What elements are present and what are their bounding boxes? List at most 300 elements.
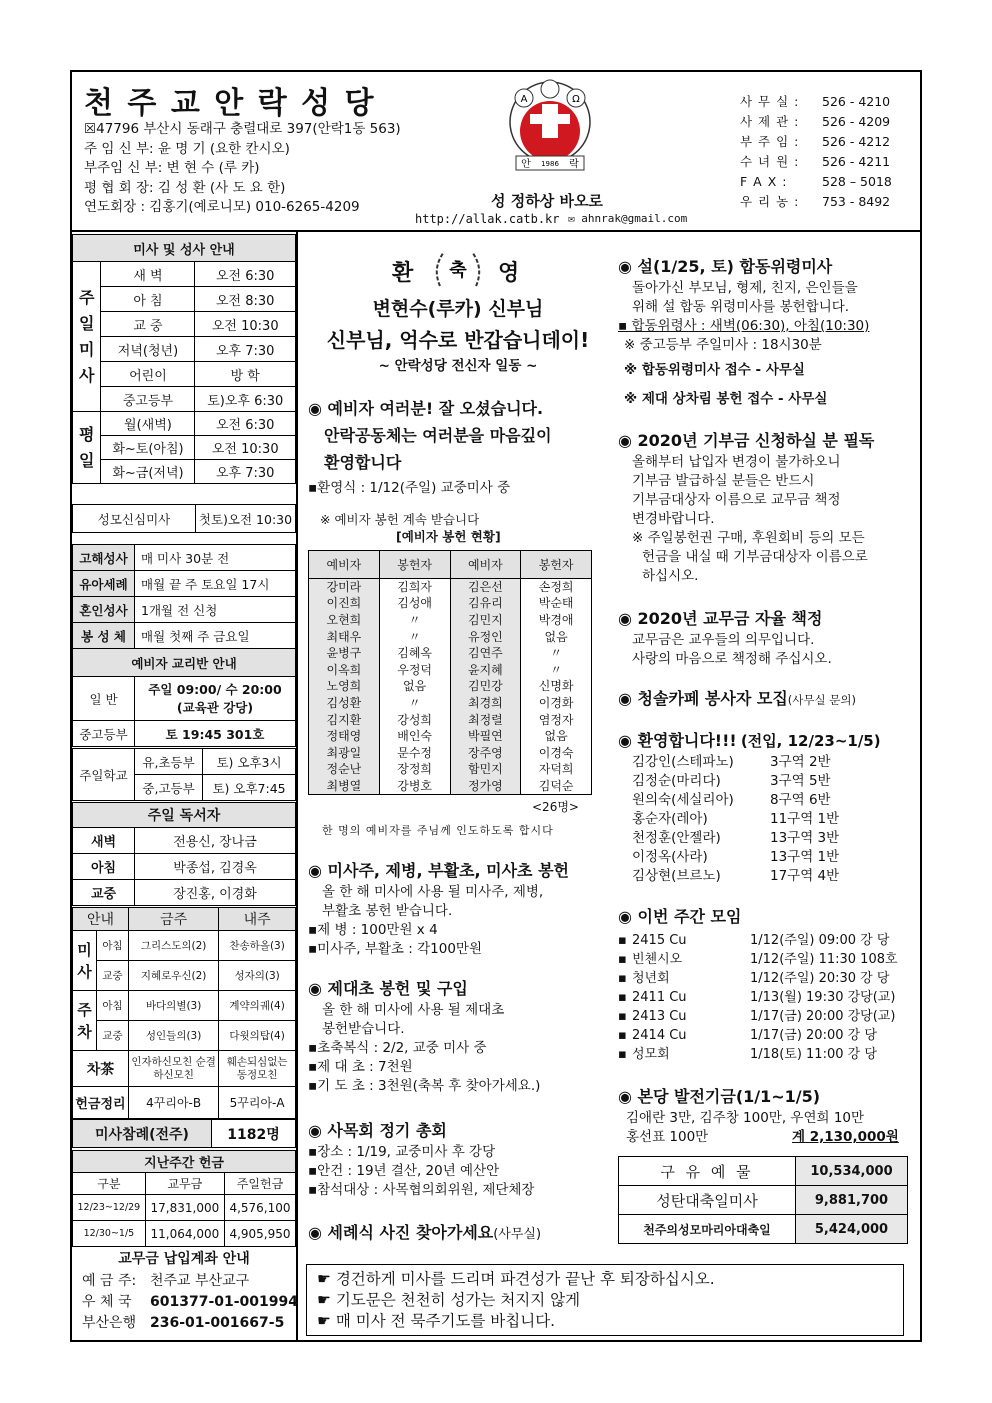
prospect-line: 환영합니다 <box>324 453 402 472</box>
readers-title: 주일 독서자 <box>73 803 296 828</box>
sponsor-title: [예비자 봉헌 현황] <box>396 529 501 544</box>
welcome-name: 변현수(루카) 신부님 <box>372 298 544 320</box>
mary-mass-value: 첫토)오전 10:30 <box>196 505 296 533</box>
offering-head: 주일헌금 <box>224 1173 295 1195</box>
catechumen-general-time <box>135 677 296 721</box>
prospect-name: 최광일 <box>309 744 380 761</box>
prospect-name: 노영희 <box>309 678 380 695</box>
sacrament-name: 고해성사 <box>73 545 135 571</box>
footer-notice <box>306 1264 904 1336</box>
church-logo <box>502 76 598 184</box>
mary-mass-table <box>72 504 296 533</box>
sacrament-info: 매월 끝 주 토요일 17시 <box>135 571 296 597</box>
bullet-icon: ▪ <box>618 1047 627 1062</box>
donation-line: 올해부터 납입자 변경이 불가하오니 <box>632 454 841 470</box>
sponsor-name: 이경숙 <box>521 744 592 761</box>
meeting-row <box>618 1026 918 1045</box>
contact-row <box>740 172 892 192</box>
mass-time: 토)오후 6:30 <box>195 387 296 412</box>
school-group: 중,고등부 <box>135 775 203 801</box>
email-address: ahnrak@gmail.com <box>581 212 688 225</box>
sponsor-name: 문수정 <box>379 744 450 761</box>
offering-sunday: 4,905,950 <box>224 1221 295 1247</box>
council-president: 평 협 회 장: 김 성 환 (사 도 요 한) <box>84 179 286 196</box>
sacrament-name: 혼인성사 <box>73 597 135 623</box>
prospect-name: 장주영 <box>450 744 521 761</box>
duty-table <box>72 907 296 1119</box>
meeting-group: 2411 Cu <box>632 990 687 1005</box>
prospect-name: 김지환 <box>309 711 380 728</box>
wine-title: ◉ 미사주, 제병, 부활초, 미사초 봉헌 <box>308 861 569 880</box>
sponsor-row <box>309 612 592 629</box>
bulletin-page <box>70 70 922 1342</box>
meeting-row <box>618 1007 918 1026</box>
bullet-icon: ▪ <box>618 990 627 1005</box>
meeting-time: 1/17(금) 20:00 강당(교) <box>750 1009 896 1024</box>
wine-line: 올 한 해 미사에 사용 될 미사주, 제병, <box>322 884 544 900</box>
sponsor-name: 없음 <box>521 628 592 645</box>
prospect-line: 안락공동체는 여러분을 마음깊이 <box>324 426 552 445</box>
cafe-title: ◉ 청솔카페 봉사자 모집 <box>618 689 788 708</box>
special-offering-table <box>618 1156 908 1244</box>
prospect-name: 최병열 <box>309 778 380 795</box>
newcomer-name: 천정훈(안젤라) <box>632 830 721 846</box>
sponsor-name: 김혜옥 <box>379 645 450 662</box>
newcomer-name: 김강인(스테파노) <box>632 754 734 770</box>
logo-omega: Ω <box>572 94 580 105</box>
sponsor-name: 우정덕 <box>379 661 450 678</box>
cafe-section <box>618 686 856 709</box>
school-time: 토) 오후3시 <box>203 749 296 775</box>
fund-total: 계 2,130,000원 <box>792 1129 899 1145</box>
prospect-name: 김성환 <box>309 695 380 712</box>
donation-line: ※ 주일봉헌권 구매, 후원회비 등의 모든 <box>632 530 865 546</box>
prospect-name: 김은선 <box>450 579 521 596</box>
sponsor-name: 없음 <box>521 728 592 745</box>
mail-icon: ✉ <box>568 212 582 225</box>
reader-mass: 교중 <box>73 880 135 906</box>
donation-line: 헌금을 내실 때 기부금대상자 이름으로 <box>642 549 868 565</box>
newcomer-row <box>618 810 918 829</box>
reader-names: 박종섭, 김경옥 <box>135 854 296 880</box>
council-title: ◉ 사목회 정기 총회 <box>308 1121 447 1140</box>
homepage-link[interactable]: http://allak.catb.kr <box>415 212 560 226</box>
donation-section <box>618 428 918 586</box>
special-amount: 10,534,000 <box>796 1157 908 1186</box>
baptism-section <box>308 1220 541 1243</box>
contact-number: 526 - 4212 <box>822 134 891 149</box>
account-number: 601377-01-001994 <box>150 1294 298 1310</box>
contact-list <box>740 92 892 212</box>
newcomer-row <box>618 848 918 867</box>
lunar-title: ◉ 설(1/25, 토) 합동위령미사 <box>618 257 833 276</box>
sacrament-info: 매 미사 30분 전 <box>135 545 296 571</box>
contact-number: 526 - 4209 <box>822 114 891 129</box>
general-place: (교육관 강당) <box>176 699 254 715</box>
account-row <box>82 1292 298 1313</box>
mass-time: 오전 8:30 <box>195 287 296 312</box>
welcome-circle-text: 축 <box>449 260 467 281</box>
offering-head: 교무금 <box>145 1173 224 1195</box>
meetings-title: ◉ 이번 주간 모임 <box>618 907 742 926</box>
sponsor-row <box>309 628 592 645</box>
newcomer-district: 11구역 1반 <box>770 811 840 827</box>
sponsor-name: 〃 <box>521 661 592 678</box>
meetings-section <box>618 904 918 1064</box>
newcomer-name: 원의숙(세실리아) <box>632 792 734 808</box>
donation-line: 기부금 발급하실 분들은 반드시 <box>632 473 815 489</box>
contact-number: 753 - 8492 <box>822 194 891 209</box>
contact-label: 수 녀 원 : <box>740 154 800 169</box>
sponsor-name: 〃 <box>379 695 450 712</box>
prospect-name: 최태우 <box>309 628 380 645</box>
sponsor-head: 예비자 <box>309 551 380 579</box>
catechumen-youth-time: 토 19:45 301호 <box>135 721 296 747</box>
readers-table <box>72 802 296 906</box>
mass-name: 새 벽 <box>101 262 195 287</box>
prospect-title: ◉ 예비자 여러분! 잘 오셨습니다. <box>308 399 544 418</box>
sponsor-row <box>309 744 592 761</box>
fund-line: 홍선표 100만 <box>626 1129 709 1145</box>
offering-sort-this: 4꾸리아-B <box>129 1087 219 1119</box>
sunday-school-table <box>72 748 296 801</box>
mass-schedule-table <box>72 234 296 484</box>
prospect-name: 최정렬 <box>450 711 521 728</box>
lunar-line: ※ 합동위령미사 접수 - 사무실 <box>624 362 805 378</box>
sunday-mass-label: 주일미사 <box>73 262 101 412</box>
account-title: 교무금 납입계좌 안내 <box>118 1251 250 1267</box>
account-row <box>82 1271 298 1292</box>
catechumen-youth-label: 중고등부 <box>73 721 135 747</box>
newcomers-title: ◉ 환영합니다!!! <box>618 731 737 750</box>
duty-this-week: 그리스도의(2) <box>129 931 219 961</box>
contact-row <box>740 152 892 172</box>
sponsor-name: 강병호 <box>379 778 450 795</box>
wine-section <box>308 858 606 959</box>
contact-number: 526 - 4210 <box>822 94 891 109</box>
newcomer-row <box>618 791 918 810</box>
duty-head: 안내 <box>73 908 129 931</box>
duty-mass: 교중 <box>97 961 129 991</box>
reader-names: 장진홍, 이경화 <box>135 880 296 906</box>
contact-label: 사 무 실 : <box>740 94 800 109</box>
mass-name: 교 중 <box>101 312 195 337</box>
newcomer-name: 이정옥(사라) <box>632 849 708 865</box>
meeting-time: 1/12(주일) 09:00 강 당 <box>750 933 890 948</box>
offering-period: 12/30~1/5 <box>73 1221 146 1247</box>
newcomer-name: 김상현(브르노) <box>632 868 721 884</box>
council-line: ▪장소 : 1/19, 교중미사 후 강당 <box>308 1144 496 1160</box>
fund-title: ◉ 본당 발전기금(1/1~1/5) <box>618 1087 821 1106</box>
offering-title: 지난주간 헌금 <box>73 1151 296 1173</box>
lunar-line: ▪ 합동위령사 : 새벽(06:30), 아침(10:30) <box>618 318 870 334</box>
header-info <box>84 120 401 218</box>
bullet-icon: ▪ <box>618 971 627 986</box>
contact-row <box>740 132 892 152</box>
sponsor-row <box>309 661 592 678</box>
candle-title: ◉ 제대초 봉헌 및 구입 <box>308 979 468 998</box>
meeting-time: 1/17(금) 20:00 강 당 <box>750 1028 877 1043</box>
meeting-row <box>618 950 918 969</box>
offering-sunday: 4,576,100 <box>224 1195 295 1221</box>
sacrament-name: 유아세례 <box>73 571 135 597</box>
offering-tithe: 17,831,000 <box>145 1195 224 1221</box>
meeting-time: 1/18(토) 11:00 강 당 <box>750 1047 877 1062</box>
prospect-name: 김민지 <box>450 612 521 629</box>
prospect-name: 함민지 <box>450 761 521 778</box>
sponsor-name: 자덕희 <box>521 761 592 778</box>
mass-time: 오전 6:30 <box>195 262 296 287</box>
bullet-icon: ▪ <box>618 933 627 948</box>
welcome-right: 영 <box>498 261 520 286</box>
duty-mass: 교중 <box>97 1021 129 1051</box>
mary-mass-label: 성모신심미사 <box>73 505 196 533</box>
fund-section <box>618 1084 918 1147</box>
prospect-name: 정태영 <box>309 728 380 745</box>
offering-tithe: 11,064,000 <box>145 1221 224 1247</box>
prospect-name: 윤병구 <box>309 645 380 662</box>
mass-name: 화~금(저녁) <box>101 460 195 484</box>
duty-group-label: 주차 <box>73 991 97 1051</box>
prayer-president: 연도회장 : 김홍기(예로니모) 010-6265-4209 <box>84 199 360 215</box>
meeting-time: 1/12(주일) 20:30 강 당 <box>750 971 890 986</box>
attendance-table <box>72 1119 296 1148</box>
sponsor-name: 김덕순 <box>521 778 592 795</box>
contact-row <box>740 112 892 132</box>
special-amount: 5,424,000 <box>796 1215 908 1244</box>
tea-label: 차茶 <box>73 1051 129 1087</box>
duty-next-week: 성자의(3) <box>219 961 296 991</box>
offering-period: 12/23~12/29 <box>73 1195 146 1221</box>
meeting-group: 빈첸시오 <box>632 952 683 967</box>
sponsor-row <box>309 595 592 612</box>
welcome-from: ~ 안락성당 전신자 일동 ~ <box>378 358 538 374</box>
logo-alpha: A <box>520 94 528 105</box>
lunar-line: ※ 제대 상차림 봉헌 접수 - 사무실 <box>624 391 828 407</box>
duty-next-week: 찬송하올(3) <box>219 931 296 961</box>
footer-line: ☛ 기도문은 천천히 성가는 처지지 않게 <box>317 1291 581 1309</box>
tithe-title: ◉ 2020년 교무금 자율 책정 <box>618 609 823 628</box>
newcomer-row <box>618 772 918 791</box>
newcomer-name: 홍순자(레아) <box>632 811 708 827</box>
account-number: 천주교 부산교구 <box>150 1273 250 1289</box>
welcome-banner <box>308 242 608 380</box>
reader-mass: 아침 <box>73 854 135 880</box>
duty-head: 금주 <box>129 908 219 931</box>
mass-name: 중고등부 <box>101 387 195 412</box>
duty-mass: 아침 <box>97 991 129 1021</box>
meeting-row <box>618 988 918 1007</box>
contact-number: 526 - 4211 <box>822 154 891 169</box>
lunar-line: ※ 중고등부 주일미사 : 18시30분 <box>624 337 822 353</box>
prospect-event: ▪환영식 : 1/12(주일) 교중미사 중 <box>308 480 511 496</box>
sponsor-name: 이경화 <box>521 695 592 712</box>
offering-sort-next: 5꾸리아-A <box>219 1087 296 1119</box>
tithe-line: 교무금은 교우들의 의무입니다. <box>632 632 815 648</box>
sacrament-name: 봉 성 체 <box>73 623 135 649</box>
sponsor-row <box>309 678 592 695</box>
special-amount: 9,881,700 <box>796 1186 908 1215</box>
mass-time: 오전 10:30 <box>195 436 296 460</box>
baptism-title: ◉ 세례식 사진 찾아가세요 <box>308 1223 494 1242</box>
duty-this-week: 성인들의(3) <box>129 1021 219 1051</box>
sponsor-note: ※ 예비자 봉헌 계속 받습니다 <box>320 512 480 527</box>
prospect-name: 정가영 <box>450 778 521 795</box>
footer-line: ☛ 경건하게 미사를 드리며 파견성가 끝난 후 퇴장하십시오. <box>317 1270 715 1288</box>
special-name: 구 유 예 물 <box>619 1157 796 1186</box>
logo-year: 1986 <box>541 160 559 168</box>
sunday-school-label: 주일학교 <box>73 749 135 801</box>
tea-next-week: 훼손되심없는 동정모친 <box>219 1051 296 1087</box>
candle-line: ▪제 대 초 : 7천원 <box>308 1059 413 1075</box>
column-divider <box>296 230 298 1340</box>
prospect-name: 정순난 <box>309 761 380 778</box>
catechumen-general-label: 일 반 <box>73 677 135 721</box>
weekday-mass-label: 평일 <box>73 412 101 484</box>
account-list <box>82 1271 298 1334</box>
duty-mass: 아침 <box>97 931 129 961</box>
sponsor-name: 신명화 <box>521 678 592 695</box>
duty-head: 내주 <box>219 908 296 931</box>
newcomer-row <box>618 867 918 886</box>
contact-label: 부 주 임 : <box>740 134 800 149</box>
mass-name: 아 침 <box>101 287 195 312</box>
duty-group-label: 미사 <box>73 931 97 991</box>
account-bank: 부산은행 <box>82 1315 137 1331</box>
sponsor-name: 〃 <box>379 628 450 645</box>
sponsor-name: 손정희 <box>521 579 592 596</box>
sponsor-head: 봉헌자 <box>521 551 592 579</box>
duty-next-week: 다윗의탑(4) <box>219 1021 296 1051</box>
prospect-name: 최경희 <box>450 695 521 712</box>
wreath-icon <box>428 244 488 294</box>
prospect-name: 이진희 <box>309 595 380 612</box>
offering-sort-label: 헌금정리 <box>73 1087 129 1119</box>
account-number: 236-01-001667-5 <box>150 1315 285 1331</box>
mass-name: 월(새벽) <box>101 412 195 436</box>
contact-label: 사 제 관 : <box>740 114 800 129</box>
mass-name: 화~토(아침) <box>101 436 195 460</box>
sponsor-head: 예비자 <box>450 551 521 579</box>
newcomer-district: 13구역 1반 <box>770 849 840 865</box>
council-section <box>308 1118 606 1200</box>
header-divider <box>72 230 920 232</box>
bullet-icon: ▪ <box>618 1009 627 1024</box>
meeting-list <box>618 931 918 1064</box>
offering-head: 구분 <box>73 1173 146 1195</box>
contact-row <box>740 192 892 212</box>
bullet-icon: ▪ <box>618 1028 627 1043</box>
meeting-row <box>618 969 918 988</box>
sponsor-prayer: 한 명의 예비자를 주님께 인도하도록 합시다 <box>322 824 554 837</box>
baptism-note: (사무실) <box>493 1227 542 1242</box>
sacraments-table <box>72 544 296 747</box>
sponsor-row <box>309 778 592 795</box>
prospect-name: 오현희 <box>309 612 380 629</box>
sponsor-name: 염정자 <box>521 711 592 728</box>
sponsor-row <box>309 695 592 712</box>
tea-this-week: 인자하신모친 순결하신모친 <box>129 1051 219 1087</box>
footer-line: ☛ 매 미사 전 묵주기도를 바칩니다. <box>317 1312 556 1330</box>
attendance-label: 미사참례(전주) <box>73 1120 212 1148</box>
sponsor-name: 〃 <box>379 612 450 629</box>
welcome-left: 환 <box>392 261 414 286</box>
prospect-name: 김민강 <box>450 678 521 695</box>
offering-table <box>72 1150 296 1247</box>
contact-label: 우 리 농 : <box>740 194 800 209</box>
candle-line: 올 한 해 미사에 사용 될 제대초 <box>322 1002 505 1018</box>
mass-title: 미사 및 성사 안내 <box>73 235 296 262</box>
sponsor-row <box>309 728 592 745</box>
email-link[interactable] <box>568 212 687 225</box>
cafe-note: (사무실 문의) <box>787 693 856 707</box>
prospect-name: 윤지혜 <box>450 661 521 678</box>
meeting-time: 1/13(월) 19:30 강당(교) <box>750 990 896 1005</box>
prospect-name: 강미라 <box>309 579 380 596</box>
meeting-group: 2413 Cu <box>632 1009 687 1024</box>
sponsor-name: 없음 <box>379 678 450 695</box>
newcomer-row <box>618 753 918 772</box>
newcomer-list <box>618 753 918 886</box>
newcomer-district: 13구역 3반 <box>770 830 840 846</box>
meeting-group: 2414 Cu <box>632 1028 687 1043</box>
newcomers-header <box>618 728 918 751</box>
patron-saint: 성 정하상 바오로 <box>491 192 603 210</box>
wine-line: 부활초 봉헌 받습니다. <box>322 903 453 919</box>
meeting-row <box>618 1045 918 1064</box>
catechumen-title: 예비자 교리반 안내 <box>73 649 296 677</box>
council-line: ▪참석대상 : 사목협의회위원, 제단체장 <box>308 1182 535 1198</box>
school-group: 유,초등부 <box>135 749 203 775</box>
pastor: 주 임 신 부: 윤 명 기 (요한 칸시오) <box>84 140 290 157</box>
newcomer-row <box>618 829 918 848</box>
donation-line: 하십시오. <box>642 568 699 584</box>
prospect-name: 유정인 <box>450 628 521 645</box>
account-row <box>82 1313 298 1334</box>
newcomer-district: 3구역 5반 <box>770 773 831 789</box>
sponsor-name: 김성애 <box>379 595 450 612</box>
contact-row <box>740 92 892 112</box>
lunar-line: 위해 설 합동 위령미사를 봉헌합니다. <box>632 299 850 315</box>
special-name: 성탄대축일미사 <box>619 1186 796 1215</box>
meeting-group: 청년회 <box>632 971 670 986</box>
newcomers-section <box>618 728 918 886</box>
meeting-row <box>618 931 918 950</box>
account-bank: 예 금 주: <box>82 1273 137 1289</box>
candle-line: ▪초축복식 : 2/2, 교중 미사 중 <box>308 1040 487 1056</box>
reader-mass: 새벽 <box>73 828 135 854</box>
logo-left: 안 <box>521 159 531 170</box>
lunar-section <box>618 254 918 409</box>
bullet-icon: ▪ <box>618 952 627 967</box>
tithe-line: 사랑의 마음으로 책정해 주십시오. <box>632 651 832 667</box>
sponsor-head: 봉헌자 <box>379 551 450 579</box>
lunar-line: 돌아가신 부모님, 형제, 친지, 은인들을 <box>632 280 858 296</box>
mass-time: 방 학 <box>195 362 296 387</box>
attendance-value: 1182명 <box>212 1120 296 1148</box>
logo-right: 락 <box>569 159 579 170</box>
sponsor-table <box>308 550 592 795</box>
fund-line: 김애란 3만, 김주창 100만, 우연희 10만 <box>626 1110 865 1126</box>
donation-title: ◉ 2020년 기부금 신청하실 분 필독 <box>618 431 875 450</box>
candle-line: ▪기 도 초 : 3천원(축복 후 찾아가세요.) <box>308 1078 541 1094</box>
sponsor-count: <26명> <box>532 800 579 814</box>
prospect-name: 박필연 <box>450 728 521 745</box>
general-time: 주일 09:00/ 수 20:00 <box>148 681 282 697</box>
meeting-time: 1/12(주일) 11:30 108호 <box>750 952 898 967</box>
sponsor-row <box>309 645 592 662</box>
sacrament-info: 1개월 전 신청 <box>135 597 296 623</box>
